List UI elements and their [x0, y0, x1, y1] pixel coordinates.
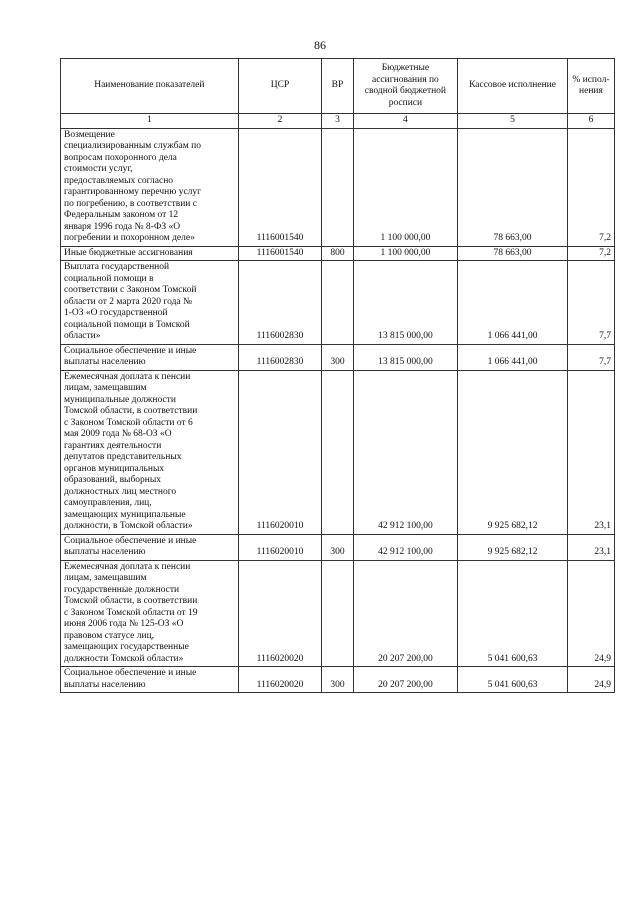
table-row — [61, 128, 615, 246]
table-row — [61, 246, 615, 261]
page-number: 86 — [314, 38, 326, 52]
row-pct: 7,7 — [567, 261, 614, 345]
header-name: Наименование показателей — [61, 59, 239, 114]
row-cash: 78 663,00 — [458, 246, 568, 261]
row-cash: 5 041 600,63 — [458, 560, 568, 667]
row-cash: 9 925 682,12 — [458, 534, 568, 560]
row-csr: 1116020010 — [238, 534, 322, 560]
row-name: Социальное обеспечение и иные выплаты населению — [61, 534, 239, 560]
row-name: Ежемесячная доплата к пенсии лицам, замещавшим государственные должности Томской области, в соответствии с Законом Томской области от 19 июня 2006 года № 125-ОЗ «О правовом статусе лиц, замещающих государственные должности Томской области» — [61, 560, 239, 667]
row-pct: 24,9 — [567, 560, 614, 667]
row-cash: 78 663,00 — [458, 128, 568, 246]
row-pct: 23,1 — [567, 370, 614, 534]
row-cash: 9 925 682,12 — [458, 370, 568, 534]
header-vr: ВР — [322, 59, 353, 114]
row-vr: 800 — [322, 246, 353, 261]
row-budget: 13 815 000,00 — [353, 261, 458, 345]
row-budget: 1 100 000,00 — [353, 128, 458, 246]
row-vr — [322, 261, 353, 345]
table-row — [61, 560, 615, 667]
row-pct: 7,7 — [567, 344, 614, 370]
column-number-row — [61, 114, 615, 129]
row-budget: 42 912 100,00 — [353, 370, 458, 534]
column-number: 6 — [567, 114, 614, 129]
row-csr: 1116002830 — [238, 344, 322, 370]
row-pct: 7,2 — [567, 128, 614, 246]
row-csr: 1116001540 — [238, 128, 322, 246]
row-name: Социальное обеспечение и иные выплаты населению — [61, 344, 239, 370]
table-row — [61, 667, 615, 693]
table-row — [61, 370, 615, 534]
row-csr: 1116020010 — [238, 370, 322, 534]
column-number: 5 — [458, 114, 568, 129]
row-cash: 5 041 600,63 — [458, 667, 568, 693]
header-budget: Бюджетные ассигнования по сводной бюджетной росписи — [353, 59, 458, 114]
row-csr: 1116020020 — [238, 667, 322, 693]
row-name: Иные бюджетные ассигнования — [61, 246, 239, 261]
row-budget: 20 207 200,00 — [353, 560, 458, 667]
row-name: Социальное обеспечение и иные выплаты населению — [61, 667, 239, 693]
row-name: Возмещение специализированным службам по вопросам похоронного дела стоимости услуг, предоставляемых согласно гарантированному перечню услуг по погребению, в соответствии с Федеральным законом от 12 января 1996 года № 8-ФЗ «О погребении и похоронном деле» — [61, 128, 239, 246]
budget-execution-table — [60, 58, 615, 693]
row-csr: 1116020020 — [238, 560, 322, 667]
row-budget: 42 912 100,00 — [353, 534, 458, 560]
header-cash: Кассовое исполнение — [458, 59, 568, 114]
table-row — [61, 261, 615, 345]
row-csr: 1116001540 — [238, 246, 322, 261]
column-number: 3 — [322, 114, 353, 129]
table-row — [61, 534, 615, 560]
row-name: Выплата государственной социальной помощи в соответствии с Законом Томской области от 2 марта 2020 года № 1-ОЗ «О государственной социальной помощи в Томской области» — [61, 261, 239, 345]
column-number: 2 — [238, 114, 322, 129]
row-csr: 1116002830 — [238, 261, 322, 345]
column-number: 1 — [61, 114, 239, 129]
row-pct: 7,2 — [567, 246, 614, 261]
column-number: 4 — [353, 114, 458, 129]
row-vr: 300 — [322, 344, 353, 370]
row-vr: 300 — [322, 534, 353, 560]
header-csr: ЦСР — [238, 59, 322, 114]
row-pct: 24,9 — [567, 667, 614, 693]
row-vr: 300 — [322, 667, 353, 693]
row-budget: 1 100 000,00 — [353, 246, 458, 261]
row-vr — [322, 370, 353, 534]
row-vr — [322, 560, 353, 667]
row-cash: 1 066 441,00 — [458, 261, 568, 345]
row-pct: 23,1 — [567, 534, 614, 560]
row-name: Ежемесячная доплата к пенсии лицам, замещавшим муниципальные должности Томской области, в соответствии с Законом Томской области от 6 мая 2009 года № 68-ОЗ «О гарантиях деятельности депутатов представительных органов муниципальных образований, выборных должностных лиц местного самоуправления, лиц, замещающих муниципальные должности, в Томской области» — [61, 370, 239, 534]
row-budget: 13 815 000,00 — [353, 344, 458, 370]
row-budget: 20 207 200,00 — [353, 667, 458, 693]
header-row — [61, 59, 615, 114]
table-row — [61, 344, 615, 370]
row-vr — [322, 128, 353, 246]
header-pct: % испол-нения — [567, 59, 614, 114]
row-cash: 1 066 441,00 — [458, 344, 568, 370]
